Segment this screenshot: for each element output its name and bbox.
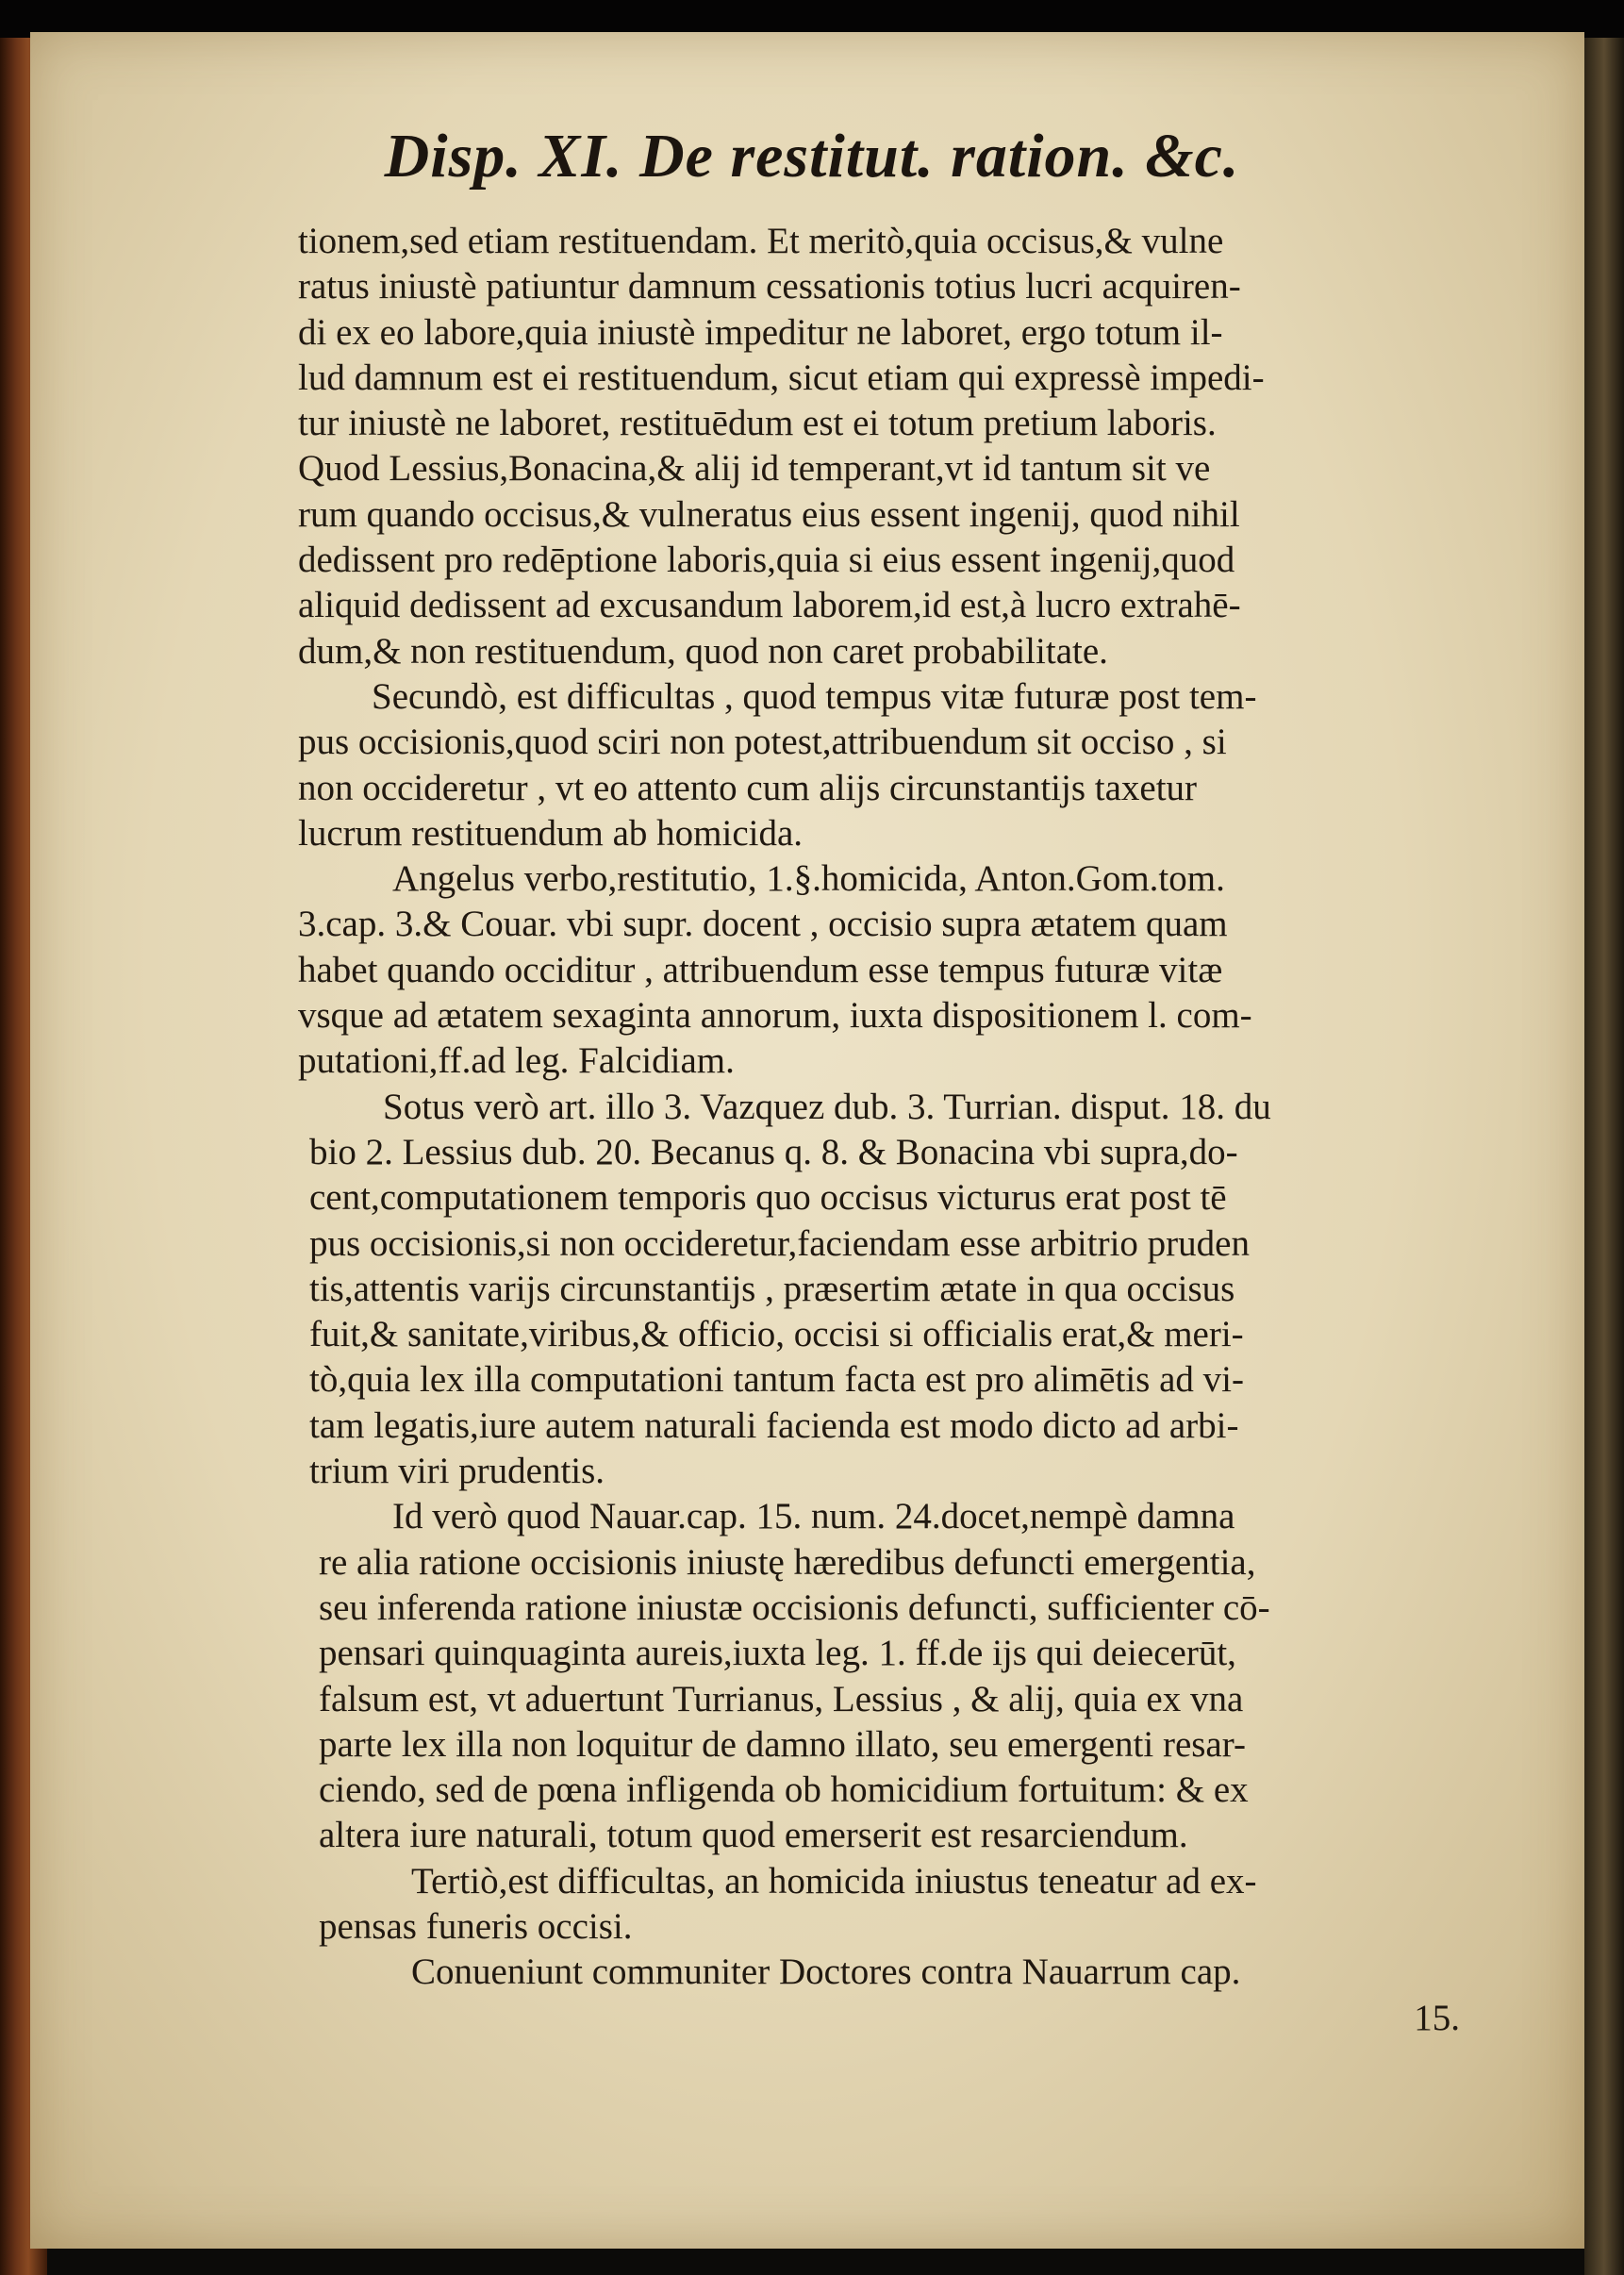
text-line: parte lex illa non loquitur de damno illato, seu emergenti resar- (319, 1723, 1246, 1765)
text-line: dum,& non restituendum, quod non caret probabilitate. (298, 630, 1108, 672)
text-line: rum quando occisus,& vulneratus eius essent ingenij, quod nihil (298, 493, 1240, 535)
body-text (298, 219, 1469, 2041)
text-line: lud damnum est ei restituendum, sicut etiam qui expressè impedi- (298, 357, 1265, 398)
text-line: bio 2. Lessius dub. 20. Becanus q. 8. & Bonacina vbi supra,do- (309, 1131, 1238, 1172)
text-line: tionem,sed etiam restituendam. Et meritò,quia occisus,& vulne (298, 221, 1224, 261)
text-line: putationi,ff.ad leg. Falcidiam. (298, 1040, 735, 1082)
text-line: altera iure naturali, totum quod emerserit est resarciendum. (319, 1815, 1188, 1856)
text-line: pus occisionis,si non occideretur,faciendam esse arbitrio pruden (309, 1222, 1250, 1264)
text-line: re alia ratione occisionis iniustę hæredibus defuncti emergentia, (319, 1541, 1256, 1583)
paragraph-first-line: Tertiò,est difficultas, an homicida iniustus teneatur ad ex- (411, 1860, 1257, 1901)
text-line: dedissent pro redēptione laboris,quia si eius essent ingenij,quod (298, 540, 1235, 581)
text-line: tis,attentis varijs circunstantijs , præsertim ætate in qua occisus (309, 1268, 1235, 1309)
text-line: falsum est, vt aduertunt Turrianus, Lessius , & alij, quia ex vna (319, 1678, 1244, 1719)
text-line: non occideretur , vt eo attento cum alijs circunstantijs taxetur (298, 767, 1198, 808)
text-line: tur iniustè ne laboret, restituēdum est ei totum pretium laboris. (298, 403, 1217, 444)
text-line: lucrum restituendum ab homicida. (298, 812, 804, 854)
text-line: pus occisionis,quod sciri non potest,attribuendum sit occiso , si (298, 722, 1227, 763)
text-line: aliquid dedissent ad excusandum laborem,id est,à lucro extrahē- (298, 585, 1241, 626)
text-line: Quod Lessius,Bonacina,& alij id temperant,vt id tantum sit ve (298, 448, 1211, 490)
text-line: cent,computationem temporis quo occisus victurus erat post tē (309, 1177, 1227, 1219)
paragraph-first-line: Secundò, est difficultas , quod tempus vitæ futuræ post tem- (372, 675, 1257, 717)
text-line: 3.cap. 3.& Couar. vbi supr. docent , occisio supra ætatem quam (298, 904, 1228, 945)
text-line: tò,quia lex illa computationi tantum facta est pro alimētis ad vi- (309, 1359, 1244, 1401)
text-line: pensas funeris occisi. (319, 1905, 633, 1947)
paragraph-first-line: Id verò quod Nauar.cap. 15. num. 24.docet,nempè damna (392, 1496, 1235, 1537)
paragraph-first-line: Angelus verbo,restitutio, 1.§.homicida, Anton.Gom.tom. (392, 858, 1225, 900)
text-line: pensari quinquaginta aureis,iuxta leg. 1. ff.de ijs qui deiecerūt, (319, 1633, 1236, 1674)
text-line: vsque ad ætatem sexaginta annorum, iuxta dispositionem l. com- (298, 995, 1252, 1037)
paragraph-first-line: Sotus verò art. illo 3. Vazquez dub. 3. Turrian. disput. 18. du (383, 1086, 1271, 1127)
running-head: Disp. XI. De restitut. ration. &c. (384, 122, 1240, 191)
paragraph-first-line: Conueniunt communiter Doctores contra Nauarrum cap. (411, 1951, 1241, 1993)
text-line: seu inferenda ratione iniustæ occisionis defuncti, sufficienter cō- (319, 1586, 1270, 1628)
catchword: 15. (1414, 1997, 1460, 2038)
text-line: trium viri prudentis. (309, 1451, 605, 1492)
text-line: ciendo, sed de pœna infligenda ob homicidium fortuitum: & ex (319, 1769, 1249, 1811)
text-line: fuit,& sanitate,viribus,& officio, occisi si officialis erat,& meri- (309, 1314, 1244, 1355)
text-line: ratus iniustè patiuntur damnum cessationis totius lucri acquiren- (298, 266, 1241, 307)
scan-right-border (1584, 38, 1624, 2275)
text-line: tam legatis,iure autem naturali facienda est modo dicto ad arbi- (309, 1404, 1239, 1446)
text-line: di ex eo labore,quia iniustè impeditur ne laboret, ergo totum il- (298, 311, 1223, 353)
text-line: habet quando occiditur , attribuendum esse tempus futuræ vitæ (298, 949, 1223, 990)
